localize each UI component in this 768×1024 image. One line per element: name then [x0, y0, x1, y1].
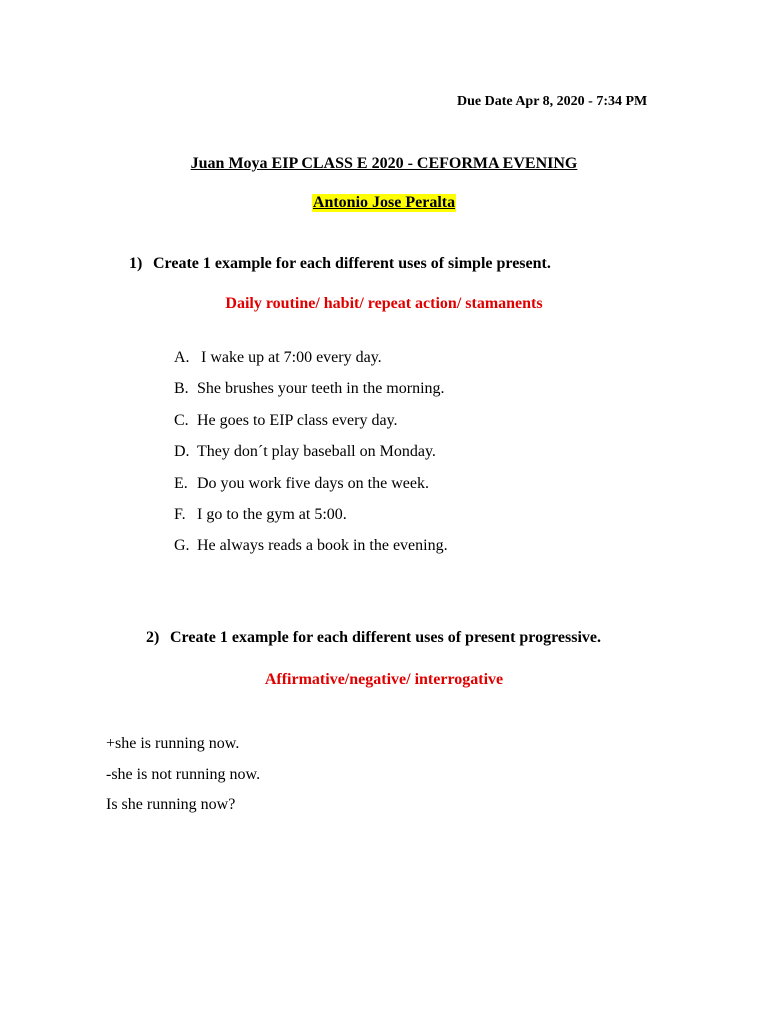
question-1-list [174, 347, 448, 567]
example-affirmative: +she is running now. [106, 735, 240, 752]
question-1-number: 1) [129, 255, 143, 272]
question-1-subtitle: Daily routine/ habit/ repeat action/ stamanents [225, 295, 543, 312]
question-2-subtitle: Affirmative/negative/ interrogative [264, 671, 504, 688]
list-item-text: I wake up at 7:00 every day. [197, 349, 382, 366]
document-title-line [0, 155, 768, 173]
question-2-number: 2) [146, 629, 160, 646]
list-item-text: Do you work five days on the week. [197, 474, 429, 492]
list-item-text: He always reads a book in the evening. [197, 537, 448, 555]
question-2-text: Create 1 example for each different uses of present progressive. [170, 629, 602, 646]
list-item-letter: D. [174, 443, 190, 461]
example-interrogative: Is she running now? [106, 796, 236, 813]
list-item-letter: B. [174, 380, 189, 398]
list-item-letter: G. [174, 537, 190, 555]
list-item-text: She brushes your teeth in the morning. [197, 380, 445, 398]
list-item-letter: E. [174, 474, 188, 492]
list-item [174, 473, 448, 504]
list-item [174, 504, 448, 535]
list-item [174, 535, 448, 566]
list-item-letter: C. [174, 411, 189, 429]
question-2 [146, 629, 601, 647]
document-title: Juan Moya EIP CLASS E 2020 - CEFORMA EVENING [190, 155, 578, 172]
question-2-examples [106, 734, 260, 826]
list-item [174, 347, 448, 378]
list-item-letter: A. [174, 349, 190, 366]
list-item [174, 378, 448, 409]
question-1-text: Create 1 example for each different uses of simple present. [153, 255, 551, 272]
list-item [174, 410, 448, 441]
author-name: Antonio Jose Peralta [312, 194, 456, 211]
list-item-text: They don´t play baseball on Monday. [197, 443, 436, 461]
list-item-text: I go to the gym at 5:00. [197, 505, 347, 523]
list-item [174, 441, 448, 472]
list-item-letter: F. [174, 505, 186, 523]
question-1 [129, 255, 551, 273]
example-negative: -she is not running now. [106, 765, 261, 783]
list-item-text: He goes to EIP class every day. [197, 411, 398, 429]
due-date: Due Date Apr 8, 2020 - 7:34 PM [457, 94, 648, 109]
author-line [0, 194, 768, 212]
